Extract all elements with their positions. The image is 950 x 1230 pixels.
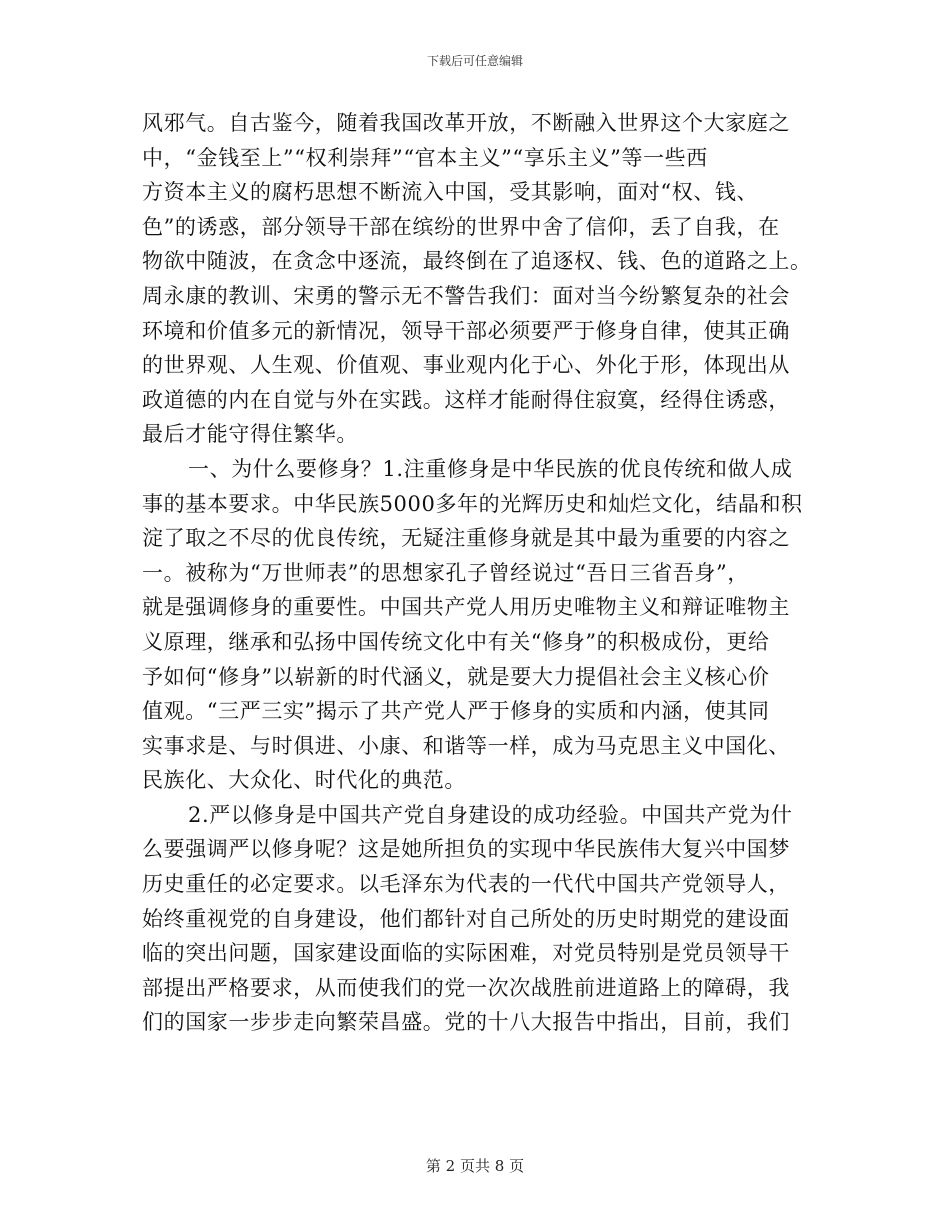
paragraph-start-line: 2.严以修身是中国共产党自身建设的成功经验。中国共产党为什: [188, 802, 793, 827]
paragraph-start-line: 一、为什么要修身？1.注重修身是中华民族的优良传统和做人成: [188, 456, 793, 481]
text-line: 部提出严格要求，从而使我们的党一次次战胜前进道路上的障碍，我: [142, 975, 790, 1000]
text-line: 淀了取之不尽的优良传统，无疑注重修身就是其中最为重要的内容之: [142, 526, 790, 551]
text-line: 事的基本要求。中华民族5000多年的光辉历史和灿烂文化，结晶和积: [142, 491, 803, 516]
text-line: 环境和价值多元的新情况，领导干部必须要严于修身自律，使其正确: [142, 318, 790, 343]
text-line: 一。被称为“万世师表”的思想家孔子曾经说过“吾日三省吾身”，: [142, 560, 749, 585]
text-line: 方资本主义的腐朽思想不断流入中国，受其影响，面对“权、钱、: [142, 180, 759, 205]
text-line: 始终重视党的自身建设，他们都针对自己所处的历史时期党的建设面: [142, 906, 790, 931]
page-header: 下载后可任意编辑: [426, 54, 523, 68]
page-number: 第 2 页共 8 页: [425, 1157, 525, 1175]
text-line: 就是强调修身的重要性。中国共产党人用历史唯物主义和辩证唯物主: [142, 595, 790, 620]
text-line: 们的国家一步步走向繁荣昌盛。党的十八大报告中指出，目前，我们: [142, 1010, 790, 1035]
text-line: 风邪气。自古鉴今，随着我国改革开放，不断融入世界这个大家庭之: [142, 111, 790, 135]
text-line: 最后才能守得住繁华。: [142, 422, 358, 447]
text-line: 的世界观、人生观、价值观、事业观内化于心、外化于形，体现出从: [142, 353, 790, 378]
text-line: 物欲中随波，在贪念中逐流，最终倒在了追逐权、钱、色的道路之上。: [142, 249, 812, 274]
text-line: 么要强调严以修身呢？这是她所担负的实现中华民族伟大复兴中国梦: [142, 837, 790, 862]
text-line: 临的突出问题，国家建设面临的实际困难，对党员特别是党员领导干: [142, 941, 790, 966]
text-line: 历史重任的必定要求。以毛泽东为代表的一代代中国共产党领导人，: [142, 872, 790, 897]
text-line: 予如何“修身”以崭新的时代涵义，就是要大力提倡社会主义核心价: [142, 664, 770, 689]
text-line: 政道德的内在自觉与外在实践。这样才能耐得住寂寞，经得住诱惑，: [142, 387, 790, 412]
text-line: 周永康的教训、宋勇的警示无不警告我们：面对当今纷繁复杂的社会: [142, 283, 790, 308]
text-line: 值观。“三严三实”揭示了共产党人严于修身的实质和内涵，使其同: [142, 699, 770, 724]
text-line: 中，“金钱至上”“权利崇拜”“官本主义”“享乐主义”等一些西: [142, 145, 708, 170]
text-line: 民族化、大众化、时代化的典范。: [142, 768, 466, 793]
text-line: 色”的诱惑，部分领导干部在缤纷的世界中舍了信仰，丢了自我，在: [142, 214, 780, 239]
document-body: [142, 106, 812, 1040]
text-line: 实事求是、与时俱进、小康、和谐等一样，成为马克思主义中国化、: [142, 733, 790, 758]
text-line: 义原理，继承和弘扬中国传统文化中有关“修身”的积极成份，更给: [142, 629, 770, 654]
